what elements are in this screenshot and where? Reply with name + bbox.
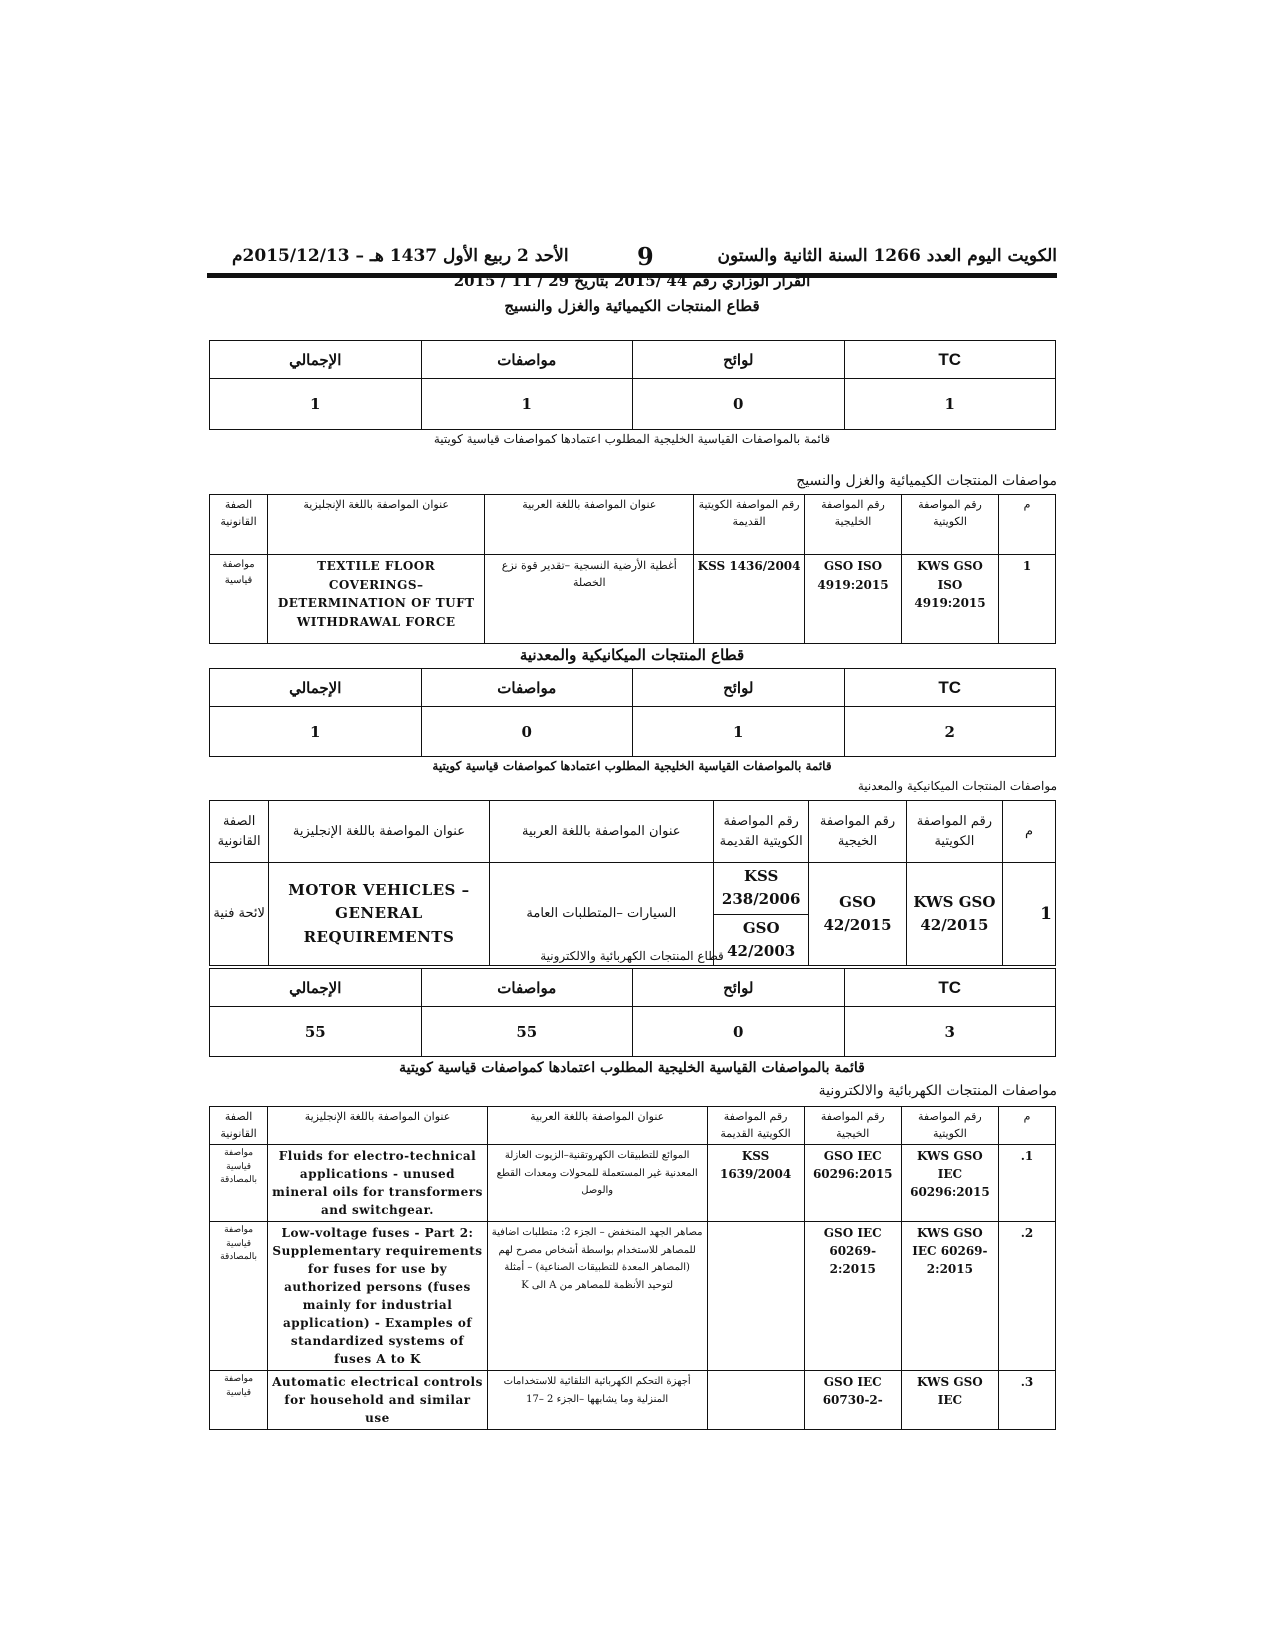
summary-table-1 <box>209 340 1056 430</box>
summary-header-lawaeh: لوائح <box>633 969 845 1007</box>
row-kws: KWS GSO ISO 4919:2015 <box>902 555 999 644</box>
summary-specs: 55 <box>421 1007 633 1057</box>
row-kws: KWS GSO 42/2015 <box>906 863 1002 966</box>
page-number: 9 <box>637 242 654 271</box>
row-title-en: MOTOR VEHICLES – GENERAL REQUIREMENTS <box>269 863 489 966</box>
row-title-en: Fluids for electro-technical applications - unused mineral oils for transformers and switchgear. <box>268 1145 488 1222</box>
row-old-kss-a: KSS 238/2006 <box>714 863 809 915</box>
col-old-kss: رقم المواصفة الكويتية القديمة <box>707 1107 804 1145</box>
summary-lawaeh: 1 <box>633 707 845 757</box>
col-legal: الصفة القانونية <box>210 1107 268 1145</box>
summary-lawaeh: 0 <box>633 379 845 430</box>
summary-header-specs: مواصفات <box>421 669 633 707</box>
summary-header-total: الإجمالي <box>210 669 422 707</box>
summary-tc: 3 <box>844 1007 1056 1057</box>
section-title-1: مواصفات المنتجات الكيميائية والغزل والنسيج <box>796 473 1057 489</box>
col-m: م <box>1003 801 1056 863</box>
row-title-en: TEXTILE FLOOR COVERINGS–DETERMINATION OF TUFT WITHDRAWAL FORCE <box>268 555 485 644</box>
row-old-kss <box>707 1371 804 1430</box>
row-title-ar: الموائع للتطبيقات الكهروتقنية–الزيوت العازلة المعدنية غير المستعملة للمحولات ومعدات القطع والوصل <box>487 1145 707 1222</box>
summary-table-3 <box>209 968 1056 1057</box>
col-old-kss: رقم المواصفة الكويتية القديمة <box>714 801 809 863</box>
col-legal: الصفة القانونية <box>210 495 268 555</box>
list-caption-3: قائمة بالمواصفات القياسية الخليجية المطلوب اعتمادها كمواصفات قياسية كويتية <box>399 1060 865 1076</box>
row-gso: GSO IEC 60730-2- <box>804 1371 901 1430</box>
row-gso: GSO IEC 60269-2:2015 <box>804 1222 901 1371</box>
row-title-ar: مصاهر الجهد المنخفض – الجزء 2: متطلبات اضافية للمصاهر للاستخدام بواسطة أشخاص مصرح لهم (المصاهر المعدة للتطبيقات الصناعية) – أمثلة لتوحيد الأنظمة للمصاهر من A الى K <box>487 1222 707 1371</box>
summary-total: 55 <box>210 1007 422 1057</box>
summary-tc: 2 <box>844 707 1056 757</box>
row-m: .3 <box>998 1371 1055 1430</box>
row-gso: GSO ISO 4919:2015 <box>804 555 901 644</box>
issue-date: الأحد 2 ربيع الأول 1437 هـ – 2015/12/13م <box>232 246 569 266</box>
summary-total: 1 <box>210 379 422 430</box>
summary-header-specs: مواصفات <box>421 341 633 379</box>
section-title-3: مواصفات المنتجات الكهربائية والالكترونية <box>818 1083 1057 1099</box>
col-gso: رقم المواصفة الخيجية <box>809 801 906 863</box>
row-kws: KWS GSO IEC <box>901 1371 998 1430</box>
sector-title-1: قطاع المنتجات الكيميائية والغزل والنسيج <box>504 297 760 315</box>
table-row <box>210 1222 1056 1371</box>
decision-title: القرار الوزاري رقم 44 /2015 بتاريخ 29 / 11 / 2015 <box>453 272 811 290</box>
row-gso: GSO 42/2015 <box>809 863 906 966</box>
col-gso: رقم المواصفة الخيجية <box>804 1107 901 1145</box>
col-legal: الصفة القانونية <box>210 801 269 863</box>
col-title-en: عنوان المواصفة باللغة الإنجليزية <box>268 1107 488 1145</box>
col-title-ar: عنوان المواصفة باللغة العربية <box>485 495 694 555</box>
col-title-ar: عنوان المواصفة باللغة العربية <box>489 801 713 863</box>
summary-header-total: الإجمالي <box>210 341 422 379</box>
col-m: م <box>999 495 1056 555</box>
row-title-en: Automatic electrical controls for household and similar use <box>268 1371 488 1430</box>
row-kws: KWS GSO IEC 60296:2015 <box>901 1145 998 1222</box>
row-title-en: Low-voltage fuses - Part 2: Supplementary requirements for fuses for use by authorized persons (fuses mainly for industrial application) - Examples of standardized systems of fuses A to K <box>268 1222 488 1371</box>
col-kws: رقم المواصفة الكويتية <box>902 495 999 555</box>
row-legal: مواصفة قياسية <box>210 1371 268 1430</box>
section-title-2: مواصفات المنتجات الميكانيكية والمعدنية <box>857 779 1057 793</box>
row-old-kss: KSS 1436/2004 <box>694 555 805 644</box>
table-row <box>210 1145 1056 1222</box>
sector-title-2: قطاع المنتجات الميكانيكية والمعدنية <box>519 646 745 664</box>
sector-title-3: قطاع المنتجات الكهربائية والالكترونية <box>540 949 724 963</box>
row-m: .2 <box>998 1222 1055 1371</box>
row-m: 1 <box>999 555 1056 644</box>
table-row <box>210 555 1056 644</box>
spec-table-2 <box>209 800 1056 966</box>
row-gso: GSO IEC 60296:2015 <box>804 1145 901 1222</box>
gazette-header <box>207 242 1057 272</box>
summary-specs: 1 <box>421 379 633 430</box>
row-old-kss: KSS 1639/2004 <box>707 1145 804 1222</box>
row-legal: مواصفة قياسية <box>210 555 268 644</box>
summary-lawaeh: 0 <box>633 1007 845 1057</box>
row-m: .1 <box>998 1145 1055 1222</box>
col-gso: رقم المواصفة الخليجية <box>804 495 901 555</box>
summary-header-lawaeh: لوائح <box>633 669 845 707</box>
summary-specs: 0 <box>421 707 633 757</box>
col-m: م <box>998 1107 1055 1145</box>
row-old-kss-b: GSO 42/2003 <box>714 914 809 966</box>
col-title-en: عنوان المواصفة باللغة الإنجليزية <box>268 495 485 555</box>
summary-tc: 1 <box>844 379 1056 430</box>
issue-info: الكويت اليوم العدد 1266 السنة الثانية والستون <box>717 246 1057 266</box>
spec-table-3 <box>209 1106 1056 1430</box>
row-title-ar: السيارات –المتطلبات العامة <box>489 863 713 966</box>
row-title-ar: أغطية الأرضية النسجية –تقدير قوة نزع الخصلة <box>485 555 694 644</box>
table-row <box>210 1371 1056 1430</box>
summary-table-2 <box>209 668 1056 757</box>
summary-header-tc: TC <box>844 969 1056 1007</box>
summary-header-lawaeh: لوائح <box>633 341 845 379</box>
summary-header-tc: TC <box>844 669 1056 707</box>
summary-header-specs: مواصفات <box>421 969 633 1007</box>
row-legal: مواصفة قياسية بالمصادقة <box>210 1222 268 1371</box>
row-legal: مواصفة قياسية بالمصادقة <box>210 1145 268 1222</box>
row-kws: KWS GSO IEC 60269-2:2015 <box>901 1222 998 1371</box>
summary-header-total: الإجمالي <box>210 969 422 1007</box>
col-title-en: عنوان المواصفة باللغة الإنجليزية <box>269 801 489 863</box>
row-title-ar: أجهزة التحكم الكهربائية التلقائية للاستخدامات المنزلية وما يشابهها –الجزء 2 –17 <box>487 1371 707 1430</box>
list-caption-2: قائمة بالمواصفات القياسية الخليجية المطلوب اعتمادها كمواصفات قياسية كويتية <box>432 759 832 773</box>
col-kws: رقم المواصفة الكويتية <box>906 801 1002 863</box>
table-row <box>210 863 1056 915</box>
summary-total: 1 <box>210 707 422 757</box>
row-m: 1 <box>1003 863 1056 966</box>
col-title-ar: عنوان المواصفة باللغة العربية <box>487 1107 707 1145</box>
list-caption-1: قائمة بالمواصفات القياسية الخليجية المطلوب اعتمادها كمواصفات قياسية كويتية <box>433 432 831 446</box>
col-kws: رقم المواصفة الكويتية <box>901 1107 998 1145</box>
row-legal: لائحة فنية <box>210 863 269 966</box>
spec-table-1 <box>209 494 1056 644</box>
row-old-kss <box>707 1222 804 1371</box>
summary-header-tc: TC <box>844 341 1056 379</box>
col-old-kss: رقم المواصفة الكويتية القديمة <box>694 495 805 555</box>
